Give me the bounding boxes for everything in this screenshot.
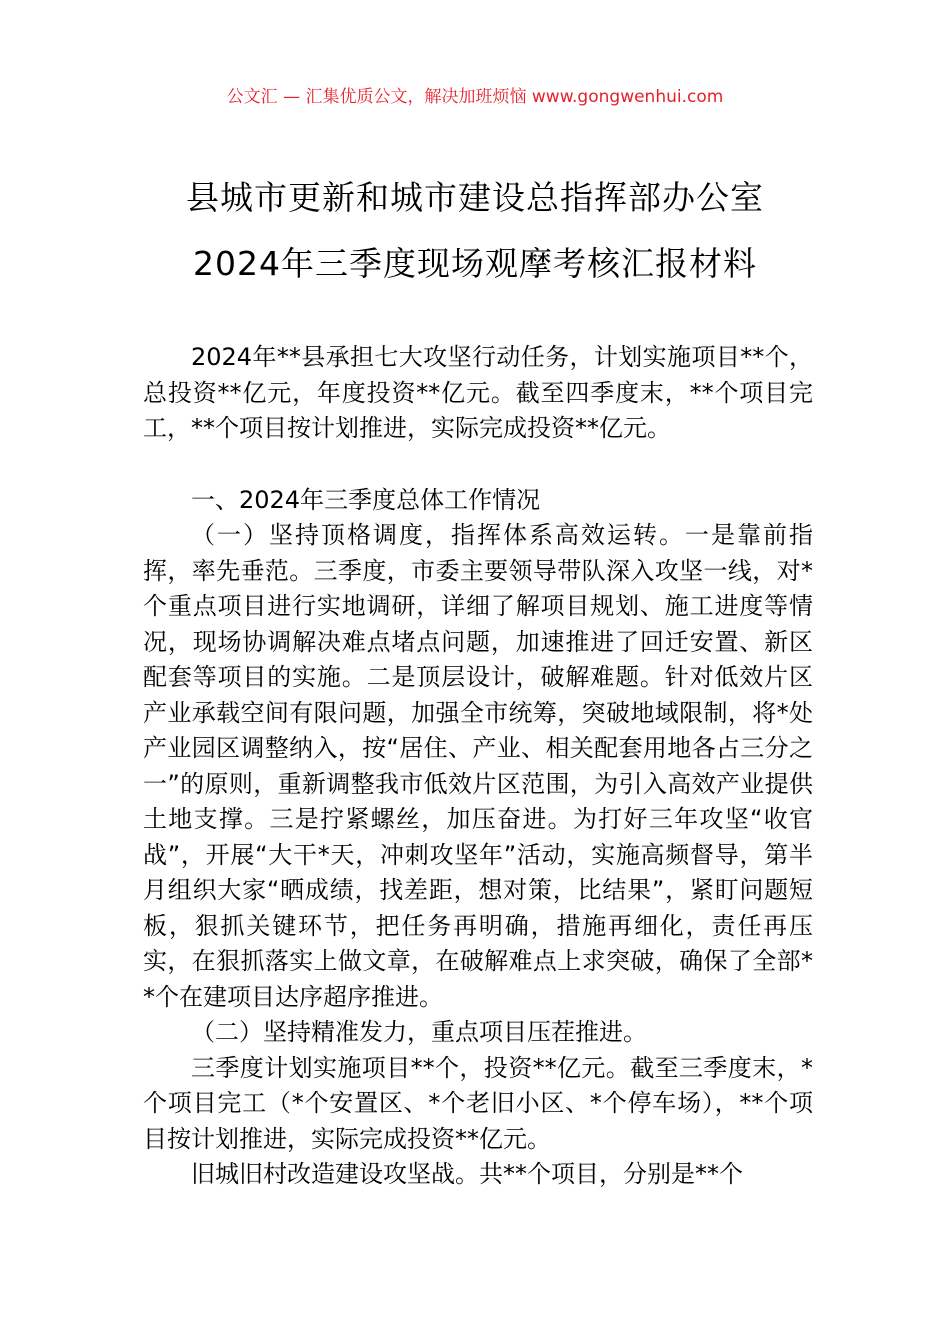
title-line-1: 县城市更新和城市建设总指挥部办公室: [186, 178, 764, 217]
subsection-3-paragraph: 旧城旧村改造建设攻坚战。共**个项目，分别是**个: [191, 1160, 743, 1188]
section-heading: 一、2024年三季度总体工作情况: [191, 485, 541, 514]
document-body: [143, 340, 813, 1193]
subsection-1-paragraph: （一）坚持顶格调度，指挥体系高效运转。一是靠前指挥，率先垂范。三季度，市委主要领导带队深入攻坚一线，对*个重点项目进行实地调研，详细了解项目规划、施工进度等情况，现场协调解决难点堵点问题，加速推进了回迁安置、新区配套等项目的实施。二是顶层设计，破解难题。针对低效片区产业承载空间有限问题，加强全市统筹，突破地域限制，将*处产业园区调整纳入，按“居住、产业、相关配套用地各占三分之一”的原则，重新调整我市低效片区范围，为引入高效产业提供土地支撑。三是拧紧螺丝，加压奋进。为打好三年攻坚“收官战”，开展“大干*天，冲刺攻坚年”活动，实施高频督导，第半月组织大家“晒成绩，找差距，想对策，比结果”，紧盯问题短板，狠抓关键环节，把任务再明确，措施再细化，责任再压实，在狠抓落实上做文章，在破解难点上求突破，确保了全部**个在建项目达序超序推进。: [143, 521, 813, 1011]
subsection-2-paragraph: 三季度计划实施项目**个，投资**亿元。截至三季度末，*个项目完工（*个安置区、*个老旧小区、*个停车场），**个项目按计划推进，实际完成投资**亿元。: [143, 1053, 813, 1153]
title-line-2: 2024年三季度现场观摩考核汇报材料: [193, 244, 757, 283]
intro-paragraph: 2024年**县承担七大攻坚行动任务，计划实施项目**个，总投资**亿元，年度投资**亿元。截至四季度末，**个项目完工，**个项目按计划推进，实际完成投资**亿元。: [143, 343, 813, 442]
header-banner[interactable]: [0, 86, 950, 108]
subsection-2-heading: （二）坚持精准发力，重点项目压茬推进。: [191, 1018, 647, 1046]
paragraph-gap: [143, 447, 813, 483]
document-title: [0, 176, 950, 286]
header-banner-text: 公文汇 — 汇集优质公文，解决加班烦恼 www.gongwenhui.com: [226, 87, 724, 107]
